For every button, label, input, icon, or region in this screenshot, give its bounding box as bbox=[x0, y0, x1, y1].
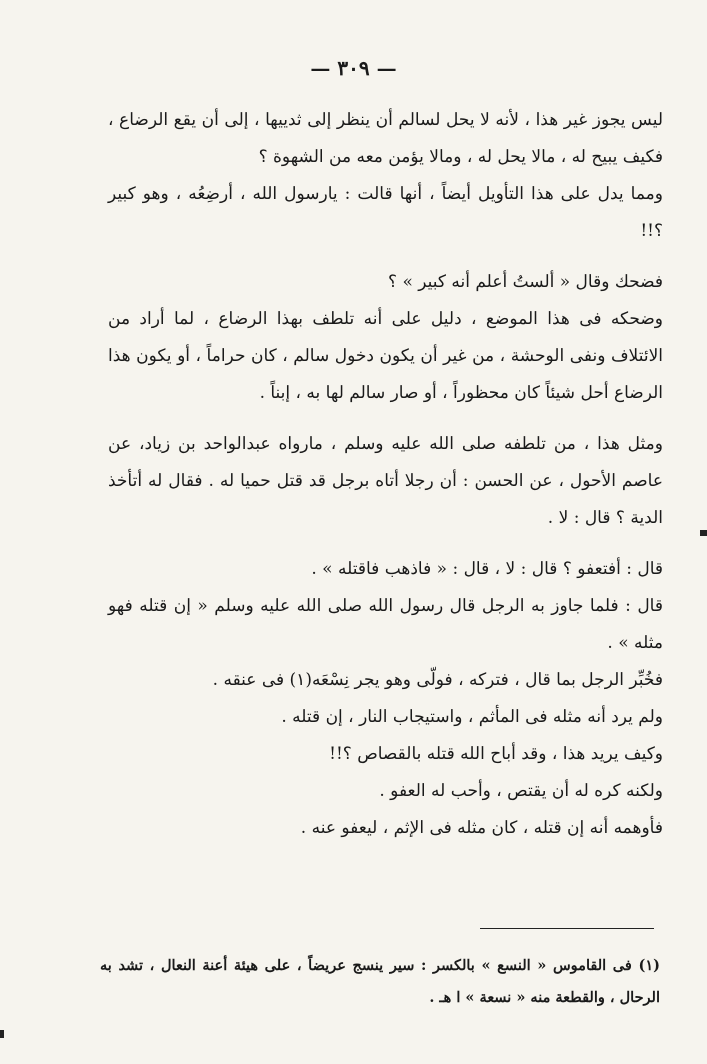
paragraph: ولكنه كره له أن يقتص ، وأحب له العفو . bbox=[379, 781, 663, 801]
paragraph: ومما يدل على هذا التأويل أيضاً ، أنها قالت : يارسول الله ، أرضِعُه ، وهو كبير ؟!! bbox=[108, 184, 663, 241]
paragraph: فأوهمه أنه إن قتله ، كان مثله فى الإثم ، ليعفو عنه . bbox=[300, 818, 663, 838]
paragraph: قال : أفتعفو ؟ قال : لا ، قال : « فاذهب فاقتله » . bbox=[311, 559, 663, 579]
paragraph: ليس يجوز غير هذا ، لأنه لا يحل لسالم أن ينظر إلى ثدييها ، إلى أن يقع الرضاع ، فكيف يبيح له ، مالا يحل له ، ومالا يؤمن معه من الشهوة ؟ bbox=[108, 110, 663, 167]
main-text bbox=[108, 102, 663, 847]
paragraph: وكيف يريد هذا ، وقد أباح الله قتله بالقصاص ؟!! bbox=[329, 744, 663, 764]
scan-edge-mark bbox=[0, 1030, 4, 1038]
paragraph: فضحك وقال « ألستُ أعلم أنه كبير » ؟ bbox=[388, 272, 663, 292]
paragraph: فخُبِّر الرجل بما قال ، فتركه ، فولّى وهو يجر نِسْعَه(١) فى عنقه . bbox=[212, 670, 663, 690]
paragraph: قال : فلما جاوز به الرجل قال رسول الله صلى الله عليه وسلم « إن قتله فهو مثله » . bbox=[108, 596, 663, 653]
footnote-divider bbox=[480, 928, 654, 929]
footnote-text: فى القاموس « النسع » بالكسر : سير ينسج عريضاً ، على هيئة أعنة النعال ، تشد به الرحال ، والقطعة منه « نسعة » ا هـ . bbox=[100, 957, 660, 1006]
paragraph: ولم يرد أنه مثله فى المأثم ، واستيجاب النار ، إن قتله . bbox=[281, 707, 663, 727]
footnote-number: (١) bbox=[638, 957, 660, 974]
scan-edge-mark bbox=[700, 530, 707, 536]
footnote bbox=[100, 950, 660, 1014]
paragraph: ومثل هذا ، من تلطفه صلى الله عليه وسلم ، مارواه عبدالواحد بن زياد، عن عاصم الأحول ، عن الحسن : أن رجلا أتاه برجل قد قتل حميا له . فقال له أتأخذ الدية ؟ قال : لا . bbox=[108, 434, 663, 528]
paragraph: وضحكه فى هذا الموضع ، دليل على أنه تلطف بهذا الرضاع ، لما أراد من الائتلاف ونفى الوحشة ، من غير أن يكون دخول سالم ، كان حراماً ، أو يكون هذا الرضاع أحل شيئاً كان محظوراً ، أو صار سالم لها به ، إبناً . bbox=[108, 309, 663, 403]
page-number: — ٣٠٩ — bbox=[310, 56, 397, 80]
